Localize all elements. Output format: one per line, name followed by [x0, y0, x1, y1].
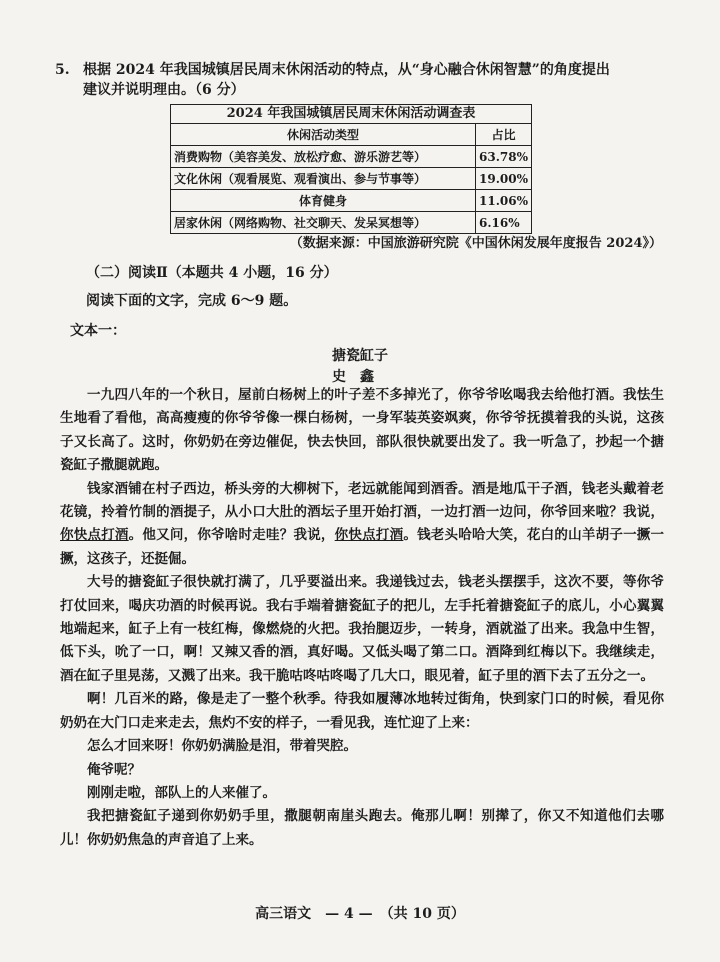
- cell-share: 6.16%: [476, 212, 532, 234]
- page-footer: 高三语文 — 4 — （共 10 页）: [255, 906, 465, 922]
- underlined-phrase: 你快点打酒: [60, 527, 129, 544]
- paragraph: 我把搪瓷缸子递到你奶奶手里，撒腿朝南崖头跑去。俺那儿啊！别撵了，你又不知道他们去哪儿！你奶奶焦急的声音追了上来。: [60, 808, 664, 848]
- table-row: [171, 190, 532, 212]
- paragraph: 啊！几百米的路，像是走了一整个秋季。待我如履薄冰地转过街角，快到家门口的时候，看见你奶奶在大门口走来走去，焦灼不安的样子，一看见我，连忙迎了上来：: [60, 691, 664, 731]
- underlined-phrase: 你快点打酒: [334, 527, 404, 544]
- paragraph: 一九四八年的一个秋日，屋前白杨树上的叶子差不多掉光了，你爷爷吆喝我去给他打酒。我怯生生地看了看他，高高瘦瘦的你爷爷像一棵白杨树，一身军装英姿飒爽，你爷爷抚摸着我的头说，这孩子又长高了。这时，你奶奶在旁边催促，快去快回，部队很快就要出发了。我一听急了，抄起一个搪瓷缸子撒腿就跑。: [60, 387, 664, 474]
- paragraph-text: 。他又问，你爷啥时走哇？我说，: [128, 527, 335, 544]
- paragraph: 刚刚走啦，部队上的人来催了。: [87, 784, 276, 801]
- table-row: [171, 146, 532, 168]
- paragraph: 大号的搪瓷缸子很快就打满了，几乎要溢出来。我递钱过去，钱老头摆摆手，这次不要，等你爷打仗回来，喝庆功酒的时候再说。我右手端着搪瓷缸子的把儿，左手托着搪瓷缸子的底儿，小心翼翼地端起来，缸子上有一枝红梅，像燃烧的火把。我抬腿迈步，一转身，酒就溢了出来。我急中生智，低下头，吮了一口，啊！又辣又香的酒，真好喝。又低头喝了第二口。酒降到红梅以下。我继续走，酒在缸子里晃荡，又溅了出来。我干脆咕咚咕咚喝了几大口，眼见着，缸子里的酒下去了五分之一。: [60, 574, 664, 684]
- story-title: 搪瓷缸子: [332, 348, 388, 364]
- cell-type: 消费购物（美容美发、放松疗愈、游乐游艺等）: [171, 146, 476, 168]
- section-heading: （二）阅读Ⅱ（本题共 4 小题，16 分）: [86, 265, 338, 281]
- cell-type: 文化休闲（观看展览、观看演出、参与节事等）: [171, 168, 476, 190]
- table-caption: 2024 年我国城镇居民周末休闲活动调查表: [170, 104, 532, 123]
- header-type: 休闲活动类型: [171, 124, 476, 146]
- story-body: [60, 384, 664, 852]
- reading-instruction: 阅读下面的文字，完成 6～9 题。: [86, 293, 298, 309]
- cell-share: 11.06%: [476, 190, 532, 212]
- paragraph: [60, 478, 664, 572]
- table-row: [171, 212, 532, 234]
- question-5: [55, 60, 665, 100]
- text-label: 文本一：: [70, 323, 126, 339]
- paragraph-text: 钱家酒铺在村子西边，桥头旁的大柳树下，老远就能闻到酒香。酒是地瓜干子酒，钱老头戴着老花镜，拎着竹制的酒提子，从小口大肚的酒坛子里开始打酒，一边打酒一边问，你爷回来啦？我说，: [60, 480, 664, 521]
- survey-table: [170, 104, 532, 234]
- cell-type: 体育健身: [171, 190, 476, 212]
- data-source: （数据来源：中国旅游研究院《中国休闲发展年度报告 2024》）: [289, 236, 662, 251]
- paragraph-text: 。钱老头哈哈大笑，花白的山羊胡子一撅一撅，这孩子，还挺倔。: [60, 527, 665, 567]
- cell-share: 63.78%: [476, 146, 532, 168]
- cell-type: 居家休闲（网络购物、社交聊天、发呆冥想等）: [171, 212, 476, 234]
- question-line-1: 根据 2024 年我国城镇居民周末休闲活动的特点，从“身心融合休闲智慧”的角度提出: [83, 62, 610, 78]
- question-line-2: 建议并说明理由。（6 分）: [83, 82, 245, 98]
- paragraph: 怎么才回来呀！你奶奶满脸是泪，带着哭腔。: [87, 738, 357, 755]
- story-author: 史鑫: [332, 369, 388, 385]
- table-row: [171, 168, 532, 190]
- question-number: 5.: [55, 62, 70, 78]
- table-header-row: [171, 124, 532, 146]
- cell-share: 19.00%: [476, 168, 532, 190]
- paragraph: 俺爷呢？: [87, 761, 141, 778]
- header-share: 占比: [476, 124, 532, 146]
